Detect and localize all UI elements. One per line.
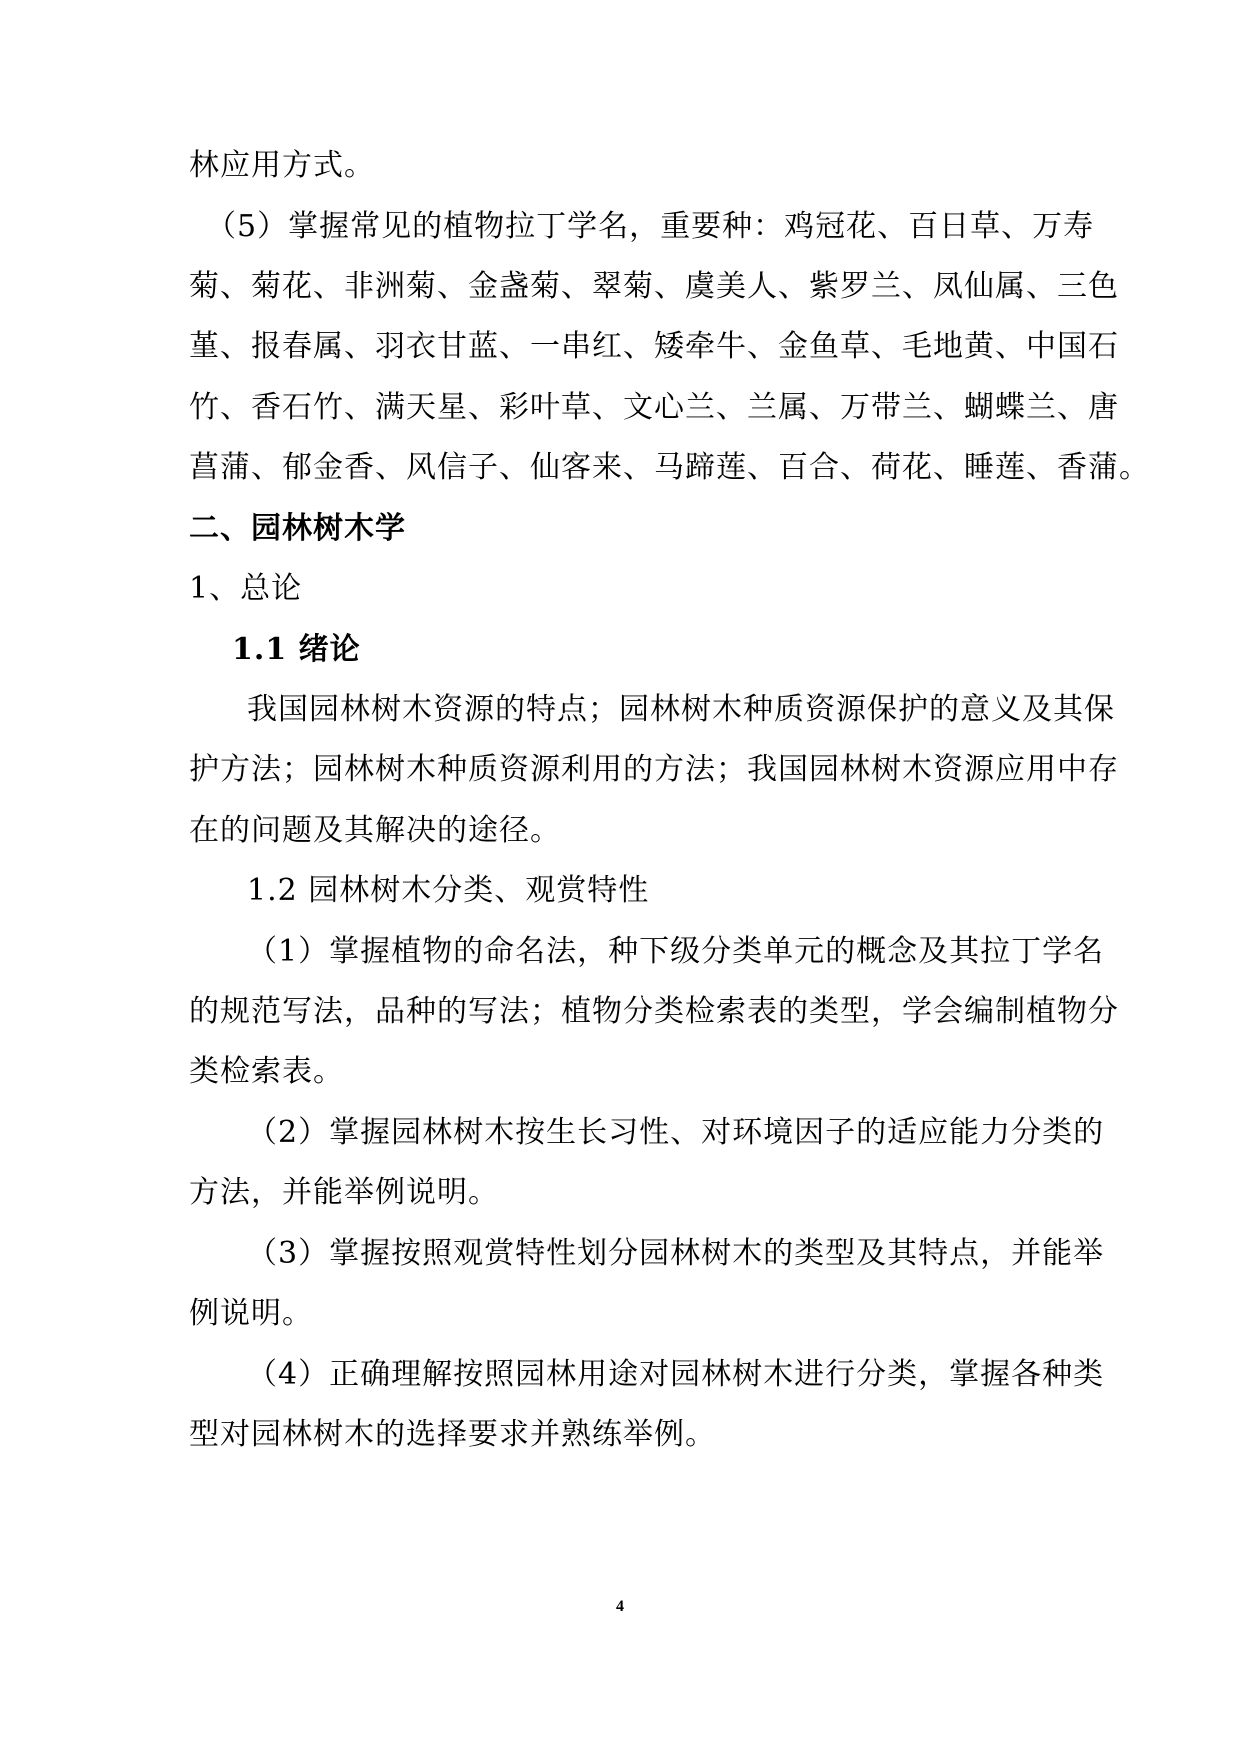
subsubsection-heading: 1.1 绪论: [232, 632, 361, 667]
paragraph-line: 例说明。: [189, 1296, 313, 1331]
paragraph-line: （4）正确理解按照园林用途对园林树木进行分类，掌握各种类: [247, 1357, 1105, 1392]
paragraph-line: 林应用方式。: [189, 148, 375, 183]
paragraph-line: 菊、菊花、非洲菊、金盏菊、翠菊、虞美人、紫罗兰、凤仙属、三色: [189, 269, 1119, 304]
page-number: 4: [616, 1598, 624, 1615]
paragraph-line: 堇、报春属、羽衣甘蓝、一串红、矮牵牛、金鱼草、毛地黄、中国石: [189, 329, 1119, 364]
paragraph-line: （2）掌握园林树木按生长习性、对环境因子的适应能力分类的: [247, 1115, 1105, 1150]
paragraph-line: 在的问题及其解决的途径。: [189, 813, 561, 848]
section-heading: 二、园林树木学: [189, 511, 406, 546]
paragraph-line: （3）掌握按照观赏特性划分园林树木的类型及其特点，并能举: [247, 1236, 1105, 1271]
paragraph-line: 方法，并能举例说明。: [189, 1175, 499, 1210]
paragraph-line: 竹、香石竹、满天星、彩叶草、文心兰、兰属、万带兰、蝴蝶兰、唐: [189, 390, 1119, 425]
subsubsection-heading: 1.2 园林树木分类、观赏特性: [247, 873, 650, 908]
paragraph-line: 类检索表。: [189, 1054, 344, 1089]
paragraph-line: 菖蒲、郁金香、风信子、仙客来、马蹄莲、百合、荷花、睡莲、香蒲。: [189, 450, 1150, 485]
subsection-heading: 1、总论: [189, 571, 303, 606]
paragraph-line: 护方法；园林树木种质资源利用的方法；我国园林树木资源应用中存: [189, 752, 1119, 787]
paragraph-line: （5）掌握常见的植物拉丁学名，重要种：鸡冠花、百日草、万寿: [206, 209, 1095, 244]
paragraph-line: 的规范写法，品种的写法；植物分类检索表的类型，学会编制植物分: [189, 994, 1119, 1029]
paragraph-line: 我国园林树木资源的特点；园林树木种质资源保护的意义及其保: [247, 692, 1115, 727]
paragraph-line: 型对园林树木的选择要求并熟练举例。: [189, 1417, 716, 1452]
paragraph-line: （1）掌握植物的命名法，种下级分类单元的概念及其拉丁学名: [247, 934, 1105, 969]
